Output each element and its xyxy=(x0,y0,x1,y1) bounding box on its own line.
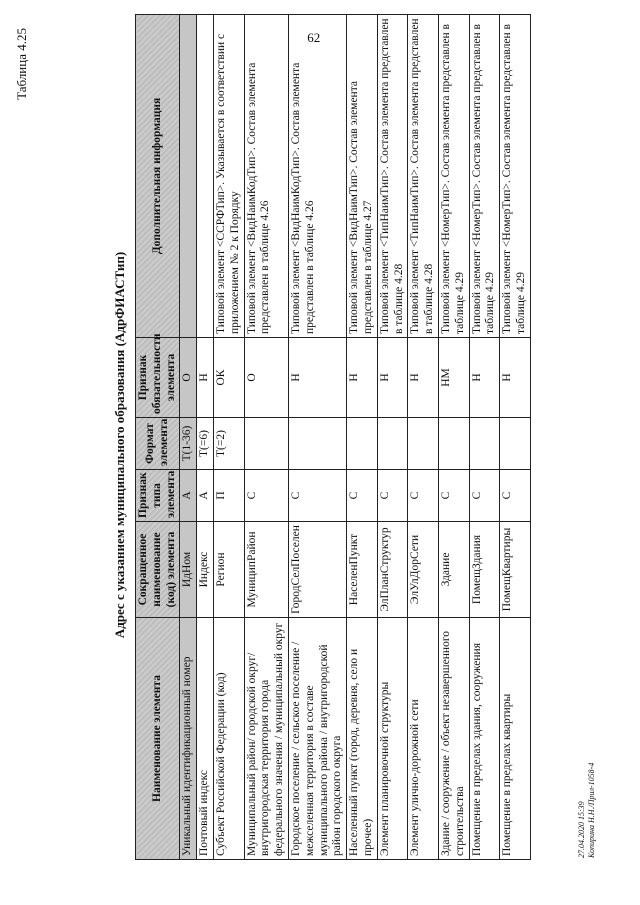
cell-name: Уникальный идентификационный номер xyxy=(180,618,197,860)
cell-type: С xyxy=(408,470,439,522)
cell-info: Типовой элемент <ВидНаимТип>. Состав элемента представлен в таблице 4.27 xyxy=(347,15,378,338)
table-caption: Адрес с указанием муниципального образования (АдрФИАСТип) xyxy=(112,251,127,639)
rotated-page-content xyxy=(0,10,640,880)
cell-format: Т(=2) xyxy=(213,418,244,470)
cell-info: Типовой элемент <НомерТип>. Состав элемента представлен в таблице 4.29 xyxy=(469,15,500,338)
cell-code: ИдНом xyxy=(180,522,197,618)
cell-code: ПомещКвартиры xyxy=(500,522,531,618)
cell-type: С xyxy=(347,470,378,522)
cell-info: Типовой элемент <ВидНаимКодТип>. Состав элемента представлен в таблице 4.26 xyxy=(288,15,346,338)
table-row xyxy=(197,15,214,860)
cell-info xyxy=(197,15,214,338)
table-row xyxy=(408,15,439,860)
document-stamp xyxy=(577,763,596,858)
table-row xyxy=(469,15,500,860)
cell-info: Типовой элемент <ВидНаимКодТип>. Состав элемента представлен в таблице 4.26 xyxy=(244,15,288,338)
cell-code: ГородСелПоселен xyxy=(288,522,346,618)
cell-format: Т(1-36) xyxy=(180,418,197,470)
table-row xyxy=(180,15,197,860)
cell-type: П xyxy=(213,470,244,522)
table-label: Таблица 4.25 xyxy=(14,28,29,100)
header-element-name: Наименование элемента xyxy=(136,618,180,860)
cell-required: Н xyxy=(197,338,214,418)
cell-type: А xyxy=(180,470,197,522)
cell-name: Здание / сооружение / объект незавершенного строительства xyxy=(438,618,469,860)
cell-required: О xyxy=(244,338,288,418)
cell-required: О xyxy=(180,338,197,418)
cell-format xyxy=(408,418,439,470)
cell-name: Городское поселение / сельское поселение / межселенная территория в составе муниципального района / внутригородской район городского округа xyxy=(288,618,346,860)
cell-name: Элемент улично-дорожной сети xyxy=(408,618,439,860)
cell-name: Муниципальный район/ городской округ/ внутригородская территория города федерального значения / муниципальный округ xyxy=(244,618,288,860)
page-number: 62 xyxy=(307,30,321,45)
cell-required: НМ xyxy=(438,338,469,418)
cell-type: С xyxy=(500,470,531,522)
cell-format xyxy=(438,418,469,470)
header-element-required: Признак обязательности элемента xyxy=(136,338,180,418)
cell-name: Помещение в пределах здания, сооружения xyxy=(469,618,500,860)
cell-name: Субъект Российской Федерации (код) xyxy=(213,618,244,860)
cell-code: Регион xyxy=(213,522,244,618)
cell-info: Типовой элемент <ТипНаимТип>. Состав элемента представлен в таблице 4.28 xyxy=(377,15,408,338)
table-row xyxy=(288,15,346,860)
cell-name: Элемент планировочной структуры xyxy=(377,618,408,860)
table-row xyxy=(377,15,408,860)
header-element-type: Признак типа элемента xyxy=(136,470,180,522)
cell-required: Н xyxy=(288,338,346,418)
cell-type: С xyxy=(288,470,346,522)
cell-info: Типовой элемент <НомерТип>. Состав элемента представлен в таблице 4.29 xyxy=(438,15,469,338)
header-element-format: Формат элемента xyxy=(136,418,180,470)
table-header-row xyxy=(136,15,180,860)
table-row xyxy=(244,15,288,860)
cell-required: ОК xyxy=(213,338,244,418)
cell-code: Индекс xyxy=(197,522,214,618)
table-row xyxy=(438,15,469,860)
cell-name: Помещение в пределах квартиры xyxy=(500,618,531,860)
cell-required: Н xyxy=(469,338,500,418)
cell-type: С xyxy=(244,470,288,522)
cell-code: Здание xyxy=(438,522,469,618)
cell-code: ПомещЗдания xyxy=(469,522,500,618)
stamp-date: 27.04.2020 15:39 xyxy=(577,801,586,858)
cell-format: Т(=6) xyxy=(197,418,214,470)
stamp-signer: Копирина Н.Н./Прил-1058-4 xyxy=(586,762,596,858)
cell-type: С xyxy=(438,470,469,522)
cell-format xyxy=(377,418,408,470)
cell-info xyxy=(180,15,197,338)
table-row xyxy=(500,15,531,860)
header-additional-info: Дополнительная информация xyxy=(136,15,180,338)
table-row xyxy=(213,15,244,860)
cell-format xyxy=(347,418,378,470)
cell-type: А xyxy=(197,470,214,522)
cell-type: С xyxy=(469,470,500,522)
cell-info: Типовой элемент <ТипНаимТип>. Состав элемента представлен в таблице 4.28 xyxy=(408,15,439,338)
table-row xyxy=(347,15,378,860)
cell-required: Н xyxy=(377,338,408,418)
cell-format xyxy=(244,418,288,470)
cell-format xyxy=(500,418,531,470)
cell-required: Н xyxy=(347,338,378,418)
elements-table xyxy=(135,14,531,860)
cell-info: Типовой элемент <НомерТип>. Состав элемента представлен в таблице 4.29 xyxy=(500,15,531,338)
cell-format xyxy=(288,418,346,470)
cell-code: ЭлПланСтруктур xyxy=(377,522,408,618)
cell-format xyxy=(469,418,500,470)
cell-name: Населенный пункт (город, деревня, село и прочее) xyxy=(347,618,378,860)
cell-code: ЭлУлДорСети xyxy=(408,522,439,618)
header-element-code: Сокращенное наименование (код) элемента xyxy=(136,522,180,618)
cell-code: МуниципРайон xyxy=(244,522,288,618)
cell-required: Н xyxy=(408,338,439,418)
cell-code: НаселенПункт xyxy=(347,522,378,618)
cell-type: С xyxy=(377,470,408,522)
cell-info: Типовой элемент <ССРФТип>. Указывается в соответствии с приложением № 2 к Порядку xyxy=(213,15,244,338)
cell-required: Н xyxy=(500,338,531,418)
cell-name: Почтовый индекс xyxy=(197,618,214,860)
